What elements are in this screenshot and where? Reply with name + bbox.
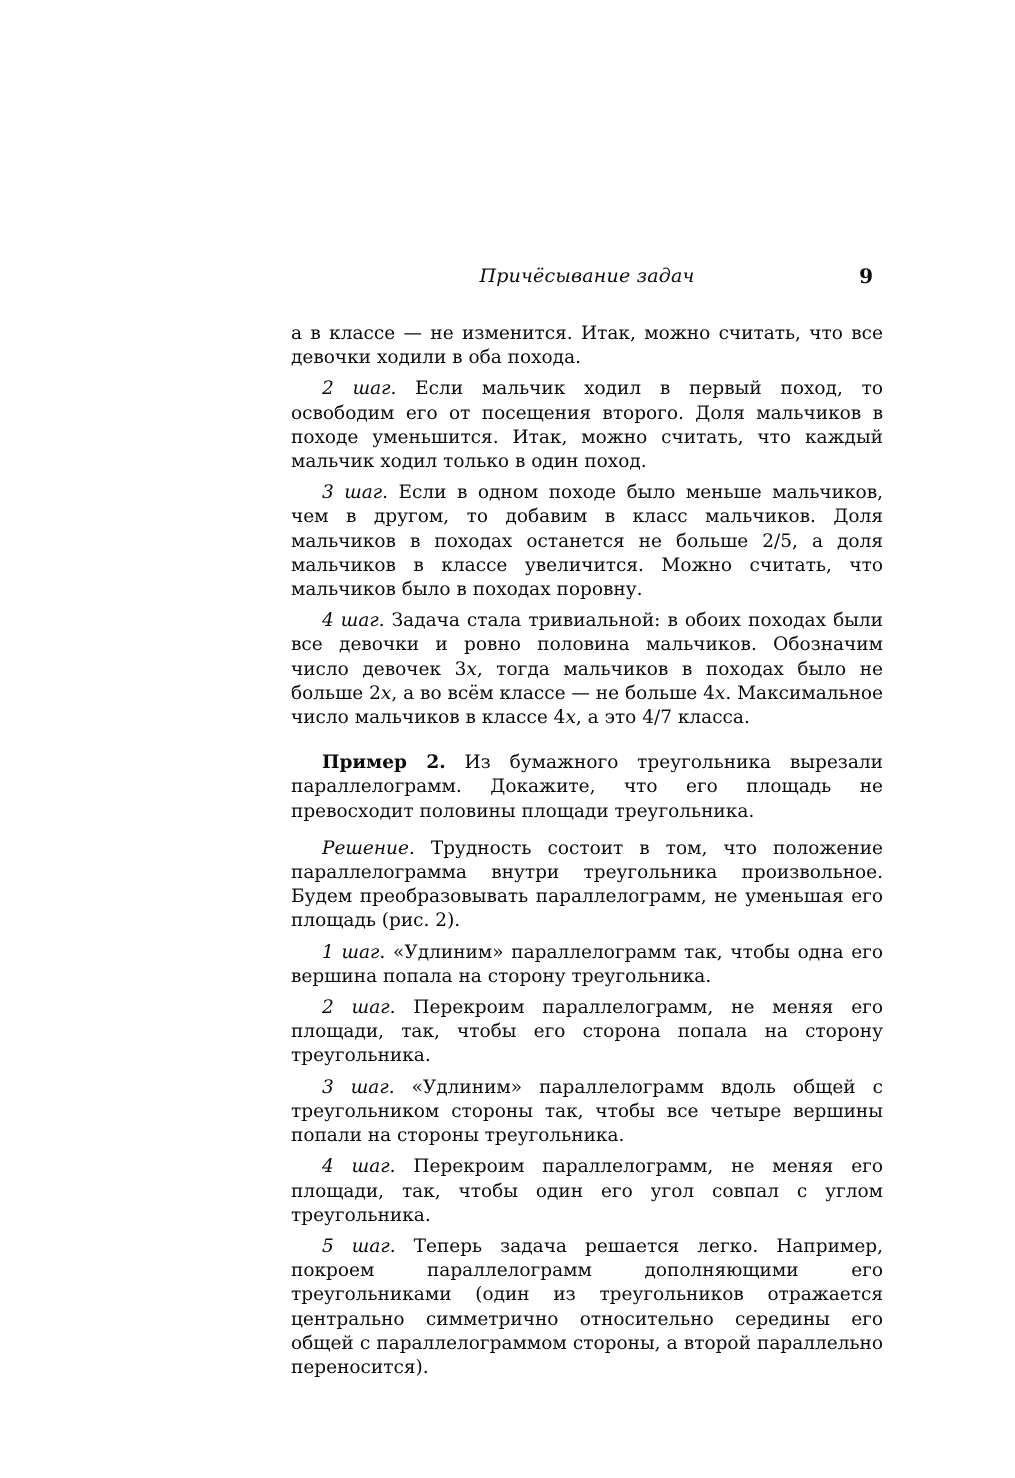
step-label: 5 шаг.	[322, 1235, 396, 1257]
text-run: Если мальчик ходил в первый поход, то освободим его от посещения второго. Доля мальчиков в походе уменьшится. Итак, можно считать, что каждый мальчик ходил только в один поход.	[291, 378, 883, 473]
para-step-4	[291, 609, 883, 730]
text-run: Задача стала тривиальной: в обоих походах были все девочки и ровно половина мальчиков. Обозначим число девочек 3	[291, 610, 884, 680]
text-run: . Максимальное число мальчиков в классе 4	[291, 682, 884, 729]
step-label: 2 шаг.	[322, 378, 397, 400]
para-ex2-step-4	[291, 1155, 883, 1228]
para-ex2-step-1	[291, 941, 883, 989]
page-number: 9	[859, 264, 873, 288]
para-example-2	[291, 751, 883, 824]
step-label: 1 шаг.	[322, 941, 386, 963]
text-run: Перекроим параллелограмм, не меняя его площади, так, чтобы его сторона попала на сторону треугольника.	[291, 997, 884, 1067]
text-run: «Удлиним» параллелограмм вдоль общей с треугольником стороны так, чтобы все четыре вершины попали на стороны треугольника.	[291, 1076, 883, 1147]
step-label: 4 шаг.	[322, 610, 385, 632]
para-ex2-step-5	[291, 1235, 883, 1380]
page-body	[291, 322, 883, 1380]
math-variable: x	[714, 682, 726, 704]
step-label: 2 шаг.	[322, 997, 396, 1019]
math-variable: x	[466, 658, 477, 680]
step-label: Решение.	[322, 837, 415, 859]
text-run: , тогда мальчиков в походах было не больше 2	[291, 658, 883, 704]
page-header	[291, 264, 883, 292]
text-run: , а это 4/7 класса.	[575, 707, 750, 729]
text-run: «Удлиним» параллелограмм так, чтобы одна его вершина попала на сторону треугольника.	[291, 941, 883, 987]
text-run: а в классе — не изменится. Итак, можно считать, что все девочки ходили в оба похода.	[291, 323, 883, 369]
text-run: Теперь задача решается легко. Например, покроем параллелограмм дополняющими его треугольниками (один из треугольников отражается центрально симметрично относительно середины его общей с параллелограммом стороны, а второй параллельно переносится).	[291, 1235, 883, 1378]
para-ex2-step-3	[291, 1076, 883, 1149]
para-continuation	[291, 322, 883, 370]
text-run: Трудность состоит в том, что положение параллелограмма внутри треугольника произвольное. Будем преобразовывать параллелограмм, не уменьшая его площадь (рис. 2).	[291, 837, 883, 932]
para-step-3	[291, 481, 883, 602]
step-label: 4 шаг.	[322, 1156, 396, 1178]
step-label: 3 шаг.	[322, 482, 389, 504]
text-run: Перекроим параллелограмм, не меняя его площади, так, чтобы один его угол совпал с углом треугольника.	[291, 1156, 884, 1226]
running-head-title: Причёсывание задач	[479, 265, 695, 287]
text-run: Если в одном походе было меньше мальчиков, чем в другом, то добавим в класс мальчиков. Доля мальчиков в походах останется не больше 2/5, а доля мальчиков в классе увеличится. Можно считать, что мальчиков было в походах поровну.	[291, 482, 883, 601]
para-ex2-step-2	[291, 996, 883, 1069]
para-step-2	[291, 377, 883, 474]
text-run: Из бумажного треугольника вырезали параллелограмм. Докажите, что его площадь не превосходит половины площади треугольника.	[291, 752, 883, 822]
text-run: , а во всём классе — не больше 4	[391, 682, 715, 704]
math-variable: x	[380, 682, 392, 704]
para-solution	[291, 837, 883, 934]
example-label: Пример 2.	[322, 752, 446, 774]
math-variable: x	[565, 707, 576, 729]
step-label: 3 шаг.	[322, 1076, 395, 1098]
